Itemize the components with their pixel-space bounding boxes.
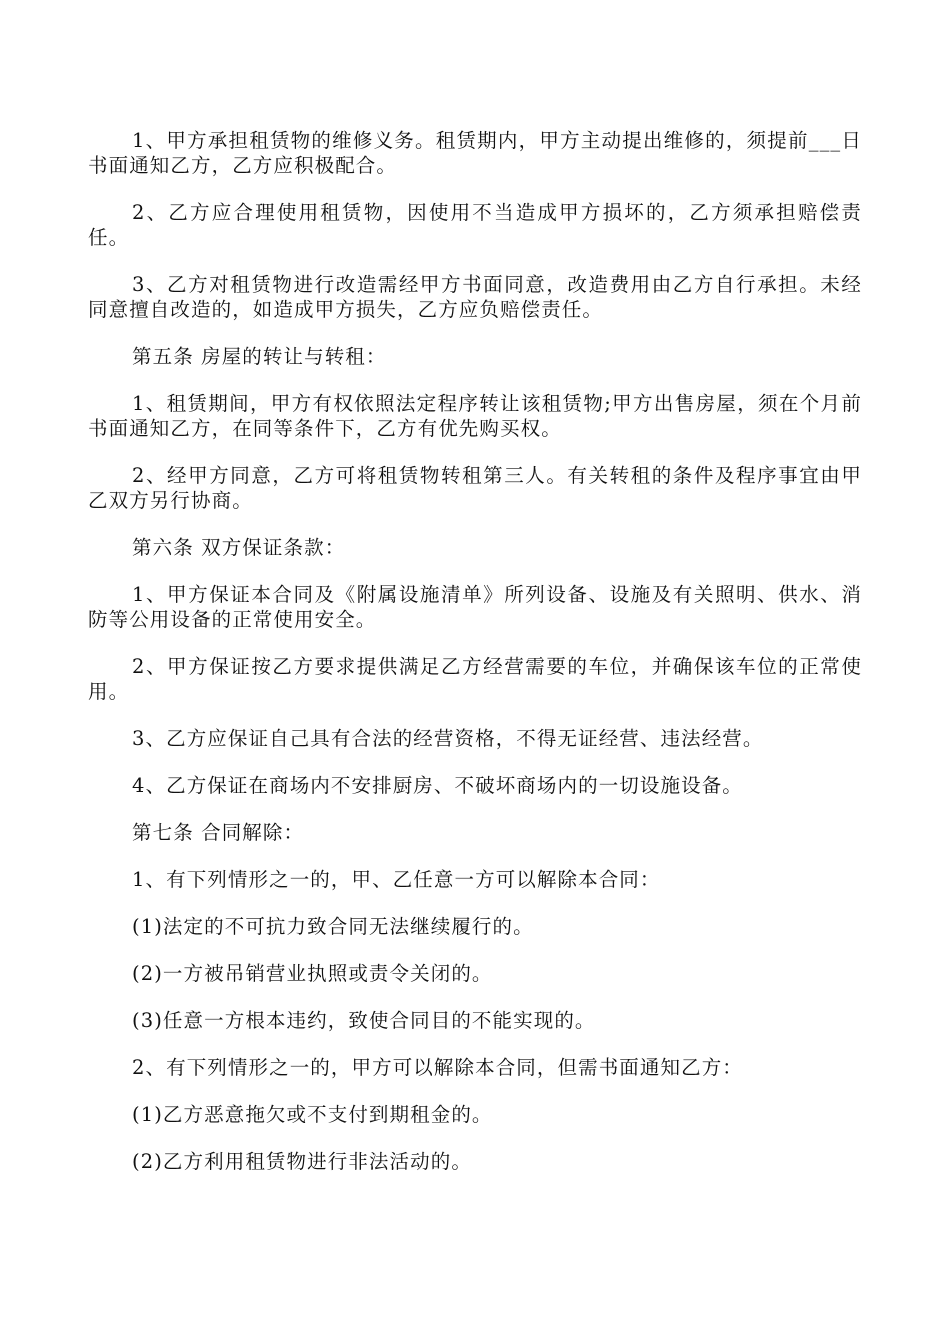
clause-sublease: 2、经甲方同意，乙方可将租赁物转租第三人。有关转租的条件及程序事宜由甲乙双方另行协商。: [88, 464, 862, 512]
list-item-license-revoked: (2)一方被吊销营业执照或责令关闭的。: [132, 962, 493, 985]
clause-parking-guarantee: 2、甲方保证按乙方要求提供满足乙方经营需要的车位，并确保该车位的正常使用。: [88, 655, 862, 703]
list-item-fundamental-breach: (3)任意一方根本违约，致使合同目的不能实现的。: [132, 1009, 596, 1032]
clause-transfer: 1、租赁期间，甲方有权依照法定程序转让该租赁物;甲方出售房屋，须在个月前书面通知乙方，在同等条件下，乙方有优先购买权。: [88, 392, 862, 440]
clause-repair-obligation: 1、甲方承担租赁物的维修义务。租赁期内，甲方主动提出维修的，须提前___日书面通知乙方，乙方应积极配合。: [88, 129, 862, 177]
article-7-heading: 第七条 合同解除：: [132, 821, 305, 844]
clause-modification: 3、乙方对租赁物进行改造需经甲方书面同意，改造费用由乙方自行承担。未经同意擅自改造的，如造成甲方损失，乙方应负赔偿责任。: [88, 273, 862, 321]
list-item-unpaid-rent: (1)乙方恶意拖欠或不支付到期租金的。: [132, 1103, 493, 1126]
document-body: [88, 128, 862, 1196]
clause-proper-use: 2、乙方应合理使用租赁物，因使用不当造成甲方损坏的，乙方须承担赔偿责任。: [88, 201, 862, 249]
clause-facility-guarantee: 1、甲方保证本合同及《附属设施清单》所列设备、设施及有关照明、供水、消防等公用设备的正常使用安全。: [88, 583, 862, 631]
list-item-force-majeure: (1)法定的不可抗力致合同无法继续履行的。: [132, 915, 534, 938]
article-6-heading: 第六条 双方保证条款：: [132, 536, 346, 559]
clause-no-kitchen: 4、乙方保证在商场内不安排厨房、不破坏商场内的一切设施设备。: [132, 774, 743, 797]
list-item-illegal-activity: (2)乙方利用租赁物进行非法活动的。: [132, 1150, 472, 1173]
clause-termination-either-party: 1、有下列情形之一的，甲、乙任意一方可以解除本合同：: [132, 868, 661, 891]
clause-termination-party-a: 2、有下列情形之一的，甲方可以解除本合同，但需书面通知乙方：: [132, 1056, 743, 1079]
clause-business-qualification: 3、乙方应保证自己具有合法的经营资格，不得无证经营、违法经营。: [132, 727, 764, 750]
article-5-heading: 第五条 房屋的转让与转租：: [132, 345, 387, 368]
